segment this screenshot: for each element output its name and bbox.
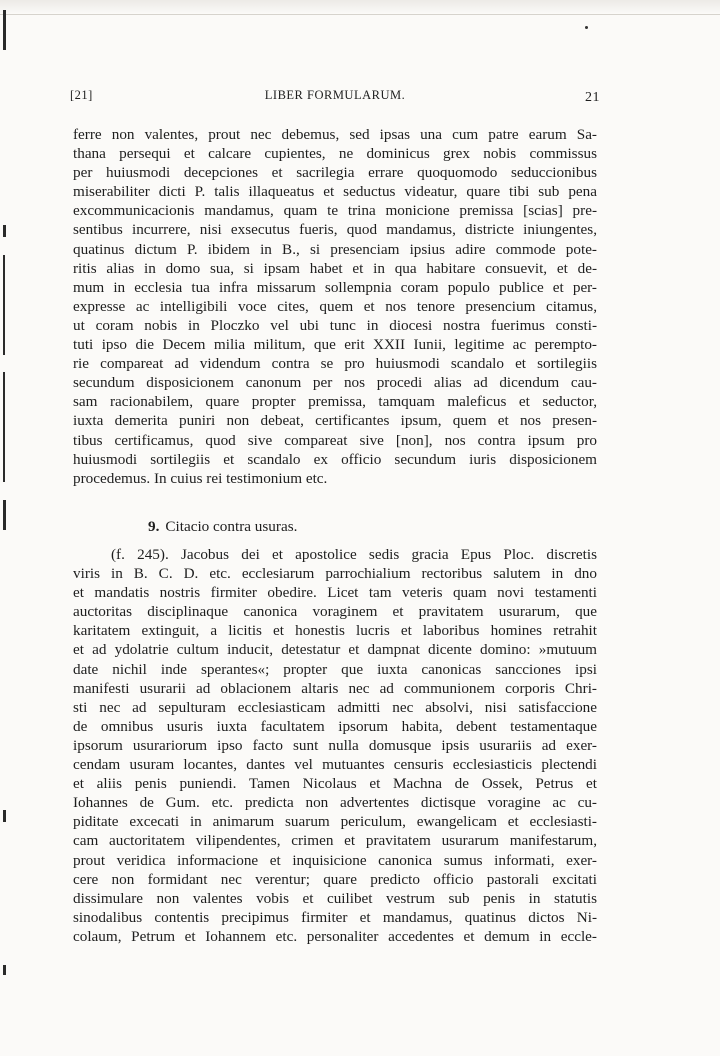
running-title: LIBER FORMULARUM. [264, 88, 406, 102]
text-line: cendam usuram locantes, dantes vel mutuantes censuris ecclesiasticis plectendi [73, 756, 597, 774]
scan-top-border [0, 0, 720, 15]
text-line: Iohannes de Gum. etc. predicta non advertentes dictisque voragine ac cu- [73, 794, 597, 812]
page-number: 21 [585, 90, 600, 105]
section-heading [148, 518, 297, 536]
text-line: date nichil inde sperantes«; propter que iuxta canonicas sancciones ipsi [73, 660, 597, 678]
text-line: iuxta demerita puniri non debeat, certificantes ipsum, quem et nos presen- [73, 412, 597, 430]
text-line: et mandatis nostris firmiter obedire. Licet tam veteris quam novi testamenti [73, 584, 597, 602]
text-line: ut coram nobis in Ploczko vel ubi tunc in diocesi nostra fuerimus consti- [73, 316, 597, 334]
text-line: karitatem extinguit, a licitis et honestis lucris et laboribus homines retrahit [73, 622, 597, 640]
text-line: tuti ipso die Decem milia militum, que erit XXII Iunii, legitime ac perempto- [73, 336, 597, 354]
text-line: piditate excecati in animarum suarum periculum, ewangelicam et ecclesiasti- [73, 813, 597, 831]
text-line: ritis alias in domo sua, si ipsam habet et in qua habitare consuevit, et de- [73, 259, 597, 277]
paragraph-citacio [73, 545, 597, 946]
text-line: secundum disposicionem canonum per nos procedi alias ad dicendum cau- [73, 374, 597, 392]
text-line: sinodalibus contentis precipimus firmiter et mandamus, quatinus dictos Ni- [73, 908, 597, 926]
text-line: procedemus. In cuius rei testimonium etc. [73, 469, 328, 487]
text-line: (f. 245). Jacobus dei et apostolice sedis gracia Epus Ploc. discretis [111, 546, 597, 563]
text-line: thana persequi et calcare cupientes, ne dominicus grex nobis commissus [73, 145, 597, 163]
text-line: cam auctoritatem vilipendentes, crimen et pravitatem usurarum manifestarum, [73, 832, 597, 850]
text-line: dissimulare non valentes vobis et cuilibet vestrum sub penis in statutis [73, 889, 597, 907]
text-line: expresse ac intelligibili voce cites, quem et nos tenore presencium citamus, [73, 297, 597, 315]
text-line: per huiusmodi decepciones et sacrilegia errare quoquomodo seduccionibus [73, 164, 597, 182]
text-line: excommunicacionis mandamus, quam te trina monicione premissa [scias] pre- [73, 202, 597, 220]
header-section-ref: [21] [70, 88, 93, 102]
text-line: manifesti usurarii ad oblacionem altaris nec ad communionem corporis Chri- [73, 679, 597, 697]
text-line: de omnibus usuris iuxta facultatem ipsorum habita, debent testamentaque [73, 717, 597, 735]
text-line: ipsorum usurariorum ipso facto sunt nulla domusque ipsis usurariis ad exer- [73, 736, 597, 754]
text-line: quatinus dictum P. ibidem in B., si presenciam ipsius adire commode pote- [73, 240, 597, 258]
text-line: tibus certificamus, quod sive compareat sive [non], nos contra ipsum pro [73, 431, 597, 449]
section-title: Citacio contra usuras. [165, 518, 298, 535]
text-line: colaum, Petrum et Iohannem etc. personaliter accedentes et demum in eccle- [73, 927, 597, 945]
section-number: 9. [148, 518, 160, 535]
text-line: prout veridica informacione et inquisicione canonica sumus informati, exer- [73, 851, 597, 869]
text-line: viris in B. C. D. etc. ecclesiarum parrochialium rectoribus salutem in dno [73, 565, 597, 583]
text-line: et aliis penis puniendi. Tamen Nicolaus et Machna de Ossek, Petrus et [73, 775, 597, 793]
text-line: et ad ydolatrie cultum inducit, detestatur et dampnat dicente domino: »mutuum [73, 641, 597, 659]
text-line: rie compareat ad videndum contra se pro huiusmodi scandalo et sortilegiis [73, 355, 597, 373]
text-line: ferre non valentes, prout nec debemus, sed ipsas una cum patre earum Sa- [73, 126, 597, 143]
text-line: cere non formidant nec verentur; quare predicto officio pastorali excitati [73, 870, 597, 888]
scan-speck [585, 26, 588, 29]
text-line: sentibus incurrere, nisi exsecutus fueris, quod mandamus, districte iniungentes, [73, 221, 597, 239]
text-line: huiusmodi sortilegiis et scandalo ex officio secundum iuris disposicionem [73, 450, 597, 468]
page-header [70, 88, 600, 110]
text-line: miserabiliter dicti P. talis illaqueatus et seductus videatur, quare tibi sub pena [73, 183, 597, 201]
scan-edge-marks [0, 0, 10, 1056]
text-line: sti nec ad sepulturam ecclesiasticam admitti nec absolvi, nisi satisfaccione [73, 698, 597, 716]
text-line: auctoritas disciplinaque canonica voraginem et pravitatem usurarum, que [73, 603, 597, 621]
text-line: sam racionabilem, quare propter premissa, tamquam maleficus et seductor, [73, 393, 597, 411]
paragraph-continuation [73, 125, 597, 488]
text-line: mum in ecclesia tua infra missarum sollempnia coram populo publice et per- [73, 278, 597, 296]
